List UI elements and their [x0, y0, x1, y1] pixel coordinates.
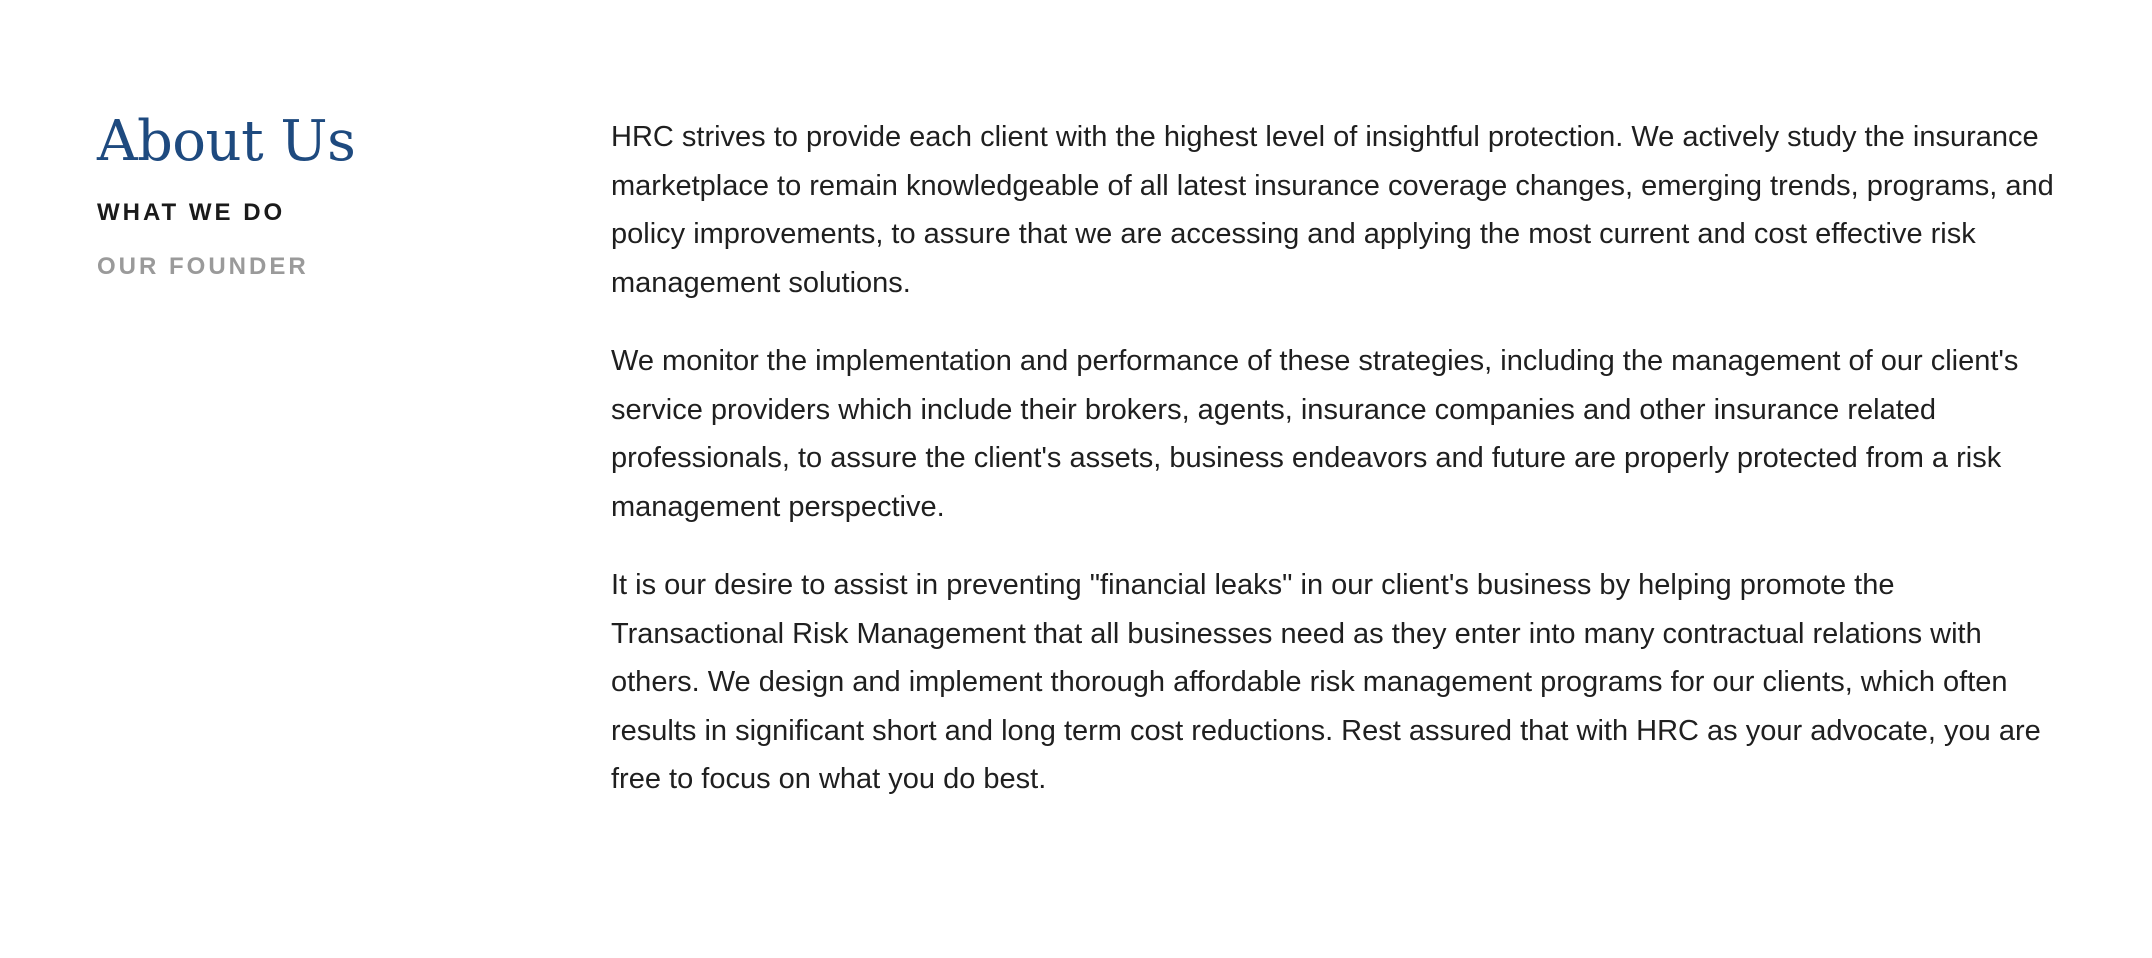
main-content — [611, 113, 2056, 834]
nav-item-what-we-do[interactable]: WHAT WE DO — [97, 199, 286, 227]
nav-item-our-founder[interactable]: OUR FOUNDER — [97, 253, 309, 281]
paragraph-monitoring: We monitor the implementation and performance of these strategies, including the management of our client's service providers which include their brokers, agents, insurance companies and other insurance related professionals, to assure the client's assets, business endeavors and future are properly protected from a risk management perspective. — [611, 345, 2019, 523]
page-title: About Us — [97, 109, 356, 174]
sidebar — [97, 110, 517, 306]
section-nav — [97, 198, 517, 282]
paragraph-intro: HRC strives to provide each client with the highest level of insightful protection. We actively study the insurance marketplace to remain knowledgeable of all latest insurance coverage changes, emerging trends, programs, and policy improvements, to assure that we are accessing and applying the most current and cost effective risk management solutions. — [611, 121, 2054, 299]
paragraph-desire: It is our desire to assist in preventing "financial leaks" in our client's business by helping promote the Transactional Risk Management that all businesses need as they enter into many contractual relations with others. We design and implement thorough affordable risk management programs for our clients, which often results in significant short and long term cost reductions. Rest assured that with HRC as your advocate, you are free to focus on what you do best. — [611, 569, 2041, 795]
